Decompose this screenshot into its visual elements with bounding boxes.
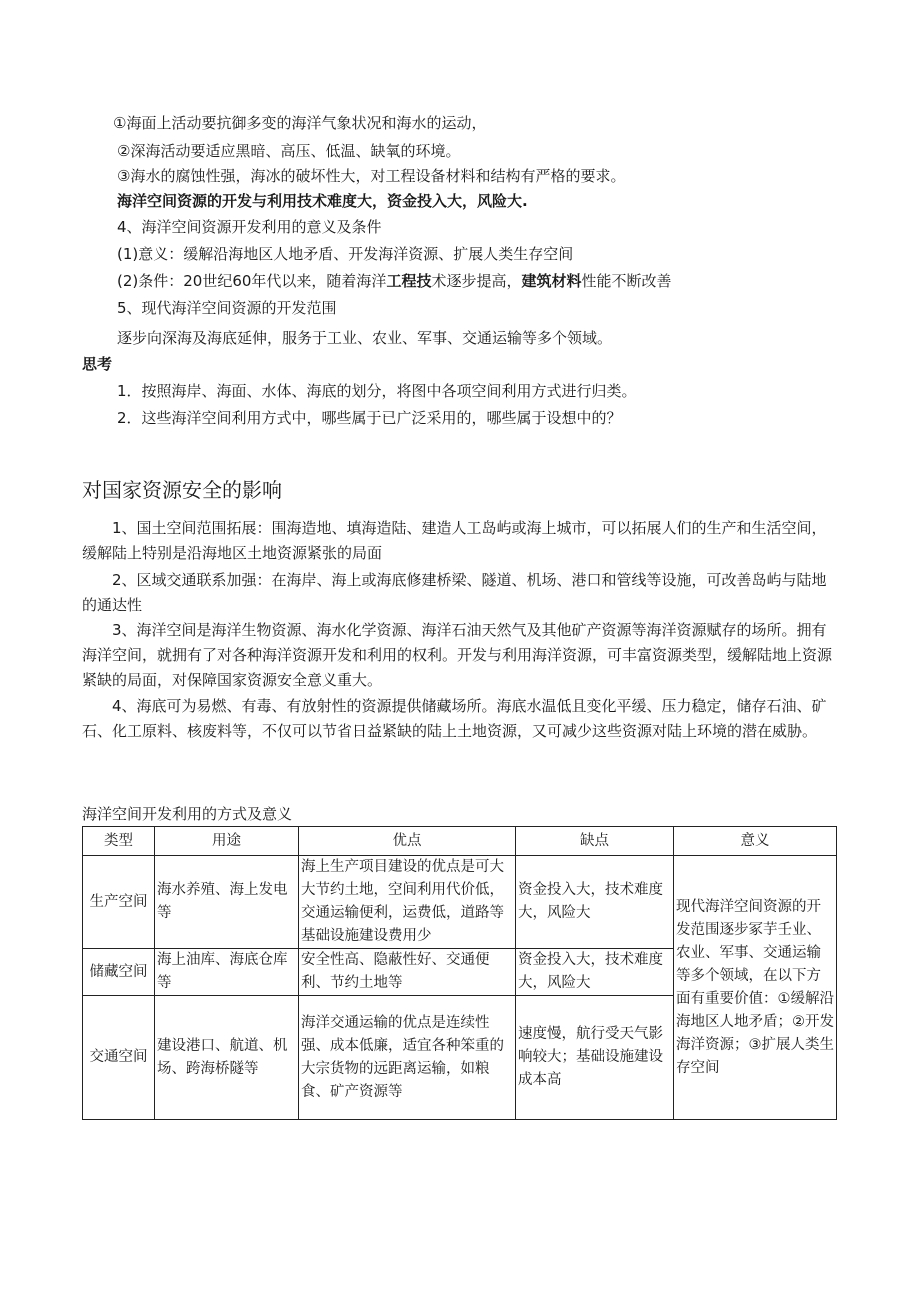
think-question-2: 2．这些海洋空间利用方式中，哪些属于已广泛采用的，哪些属于设想中的？: [117, 409, 622, 427]
cell-type: 储藏空间: [83, 949, 155, 996]
intro-line-1: ①海面上活动要抗御多变的海洋气象状况和海水的运动，: [113, 114, 487, 132]
intro-line-3: ③海水的腐蚀性强，海冰的破坏性大，对工程设备材料和结构有严格的要求。: [117, 167, 626, 185]
condition-mid: 术逐步提高，: [431, 272, 522, 290]
think-question-1: 1．按照海岸、海面、水体、海底的划分，将图中各项空间利用方式进行归类。: [117, 382, 637, 400]
cell-pros: 海上生产项目建设的优点是可大大节约土地，空间利用代价低，交通运输便利，运费低，道路等基础设施建设费用少: [299, 856, 516, 949]
ocean-space-table: [82, 826, 837, 1120]
header-usage: 用途: [155, 827, 299, 856]
cell-cons: 资金投入大，技术难度大，风险大: [516, 949, 674, 996]
cell-pros: 安全性高、隐蔽性好、交通便利、节约土地等: [299, 949, 516, 996]
section-4-title: 4、海洋空间资源开发利用的意义及条件: [117, 218, 382, 236]
cell-usage: 海水养殖、海上发电等: [155, 856, 299, 949]
condition-prefix: (2)条件：20世纪60年代以来，随着海洋: [117, 272, 387, 290]
section-5-title: 5、现代海洋空间资源的开发范围: [117, 299, 337, 317]
header-pros: 优点: [299, 827, 516, 856]
header-meaning: 意义: [674, 827, 837, 856]
meaning-line: (1)意义：缓解沿海地区人地矛盾、开发海洋资源、扩展人类生存空间: [117, 245, 574, 263]
header-cons: 缺点: [516, 827, 674, 856]
condition-bold-1: 工程技: [386, 272, 432, 290]
security-paragraph-2: 2、区域交通联系加强：在海岸、海上或海底修建桥梁、隧道、机场、港口和管线等设施，可改善岛屿与陆地的通达性: [82, 571, 827, 614]
cell-pros: 海洋交通运输的优点是连续性强、成本低廉，适宜各种笨重的大宗货物的远距离运输，如粮食、矿产资源等: [299, 996, 516, 1120]
security-paragraph-4: 4、海底可为易燃、有毒、有放射性的资源提供储藏场所。海底水温低且变化平缓、压力稳定，储存石油、矿石、化工原料、核废料等，不仅可以节省日益紧缺的陆上土地资源，又可减少这些资源对陆上环境的潜在威胁。: [82, 697, 827, 740]
cell-usage: 海上油库、海底仓库等: [155, 949, 299, 996]
cell-meaning: 现代海洋空间资源的开发范围逐步冢芋壬业、农业、军事、交通运输等多个领域，在以下方面有重要价值：①缓解沿海地区人地矛盾；②开发海洋资源；③扩展人类生存空间: [674, 856, 837, 1120]
security-heading: 对国家资源安全的影响: [82, 478, 282, 502]
cell-cons: 资金投入大，技术难度大，风险大: [516, 856, 674, 949]
table-header-row: [83, 827, 837, 856]
condition-bold-2: 建筑材料: [521, 272, 582, 290]
table-row: [83, 856, 837, 949]
cell-cons: 速度慢，航行受天气影响较大；基础设施建设成本高: [516, 996, 674, 1120]
security-paragraph-3: 3、海洋空间是海洋生物资源、海水化学资源、海洋石油天然气及其他矿产资源等海洋资源赋存的场所。拥有海洋空间，就拥有了对各种海洋资源开发和利用的权利。开发与利用海洋资源，可丰富资源类型，缓解陆地上资源紧缺的局面，对保障国家资源安全意义重大。: [82, 621, 833, 689]
section-5-text: 逐步向深海及海底延伸，服务于工业、农业、军事、交通运输等多个领域。: [117, 329, 613, 347]
cell-usage: 建设港口、航道、机场、跨海桥隧等: [155, 996, 299, 1120]
cell-type: 生产空间: [83, 856, 155, 949]
think-title: 思考: [82, 355, 113, 373]
intro-line-2: ②深海活动要适应黑暗、高压、低温、缺氧的环境。: [117, 142, 461, 160]
condition-suffix: 性能不断改善: [581, 272, 672, 290]
intro-summary: 海洋空间资源的开发与利用技术难度大，资金投入大，风险大.: [117, 192, 528, 210]
condition-line: [117, 270, 672, 292]
security-paragraph-1: 1、国土空间范围拓展：围海造地、填海造陆、建造人工岛屿或海上城市，可以拓展人们的生产和生活空间，缓解陆上特别是沿海地区土地资源紧张的局面: [82, 519, 827, 562]
header-type: 类型: [83, 827, 155, 856]
cell-type: 交通空间: [83, 996, 155, 1120]
table-caption: 海洋空间开发利用的方式及意义: [82, 805, 293, 823]
